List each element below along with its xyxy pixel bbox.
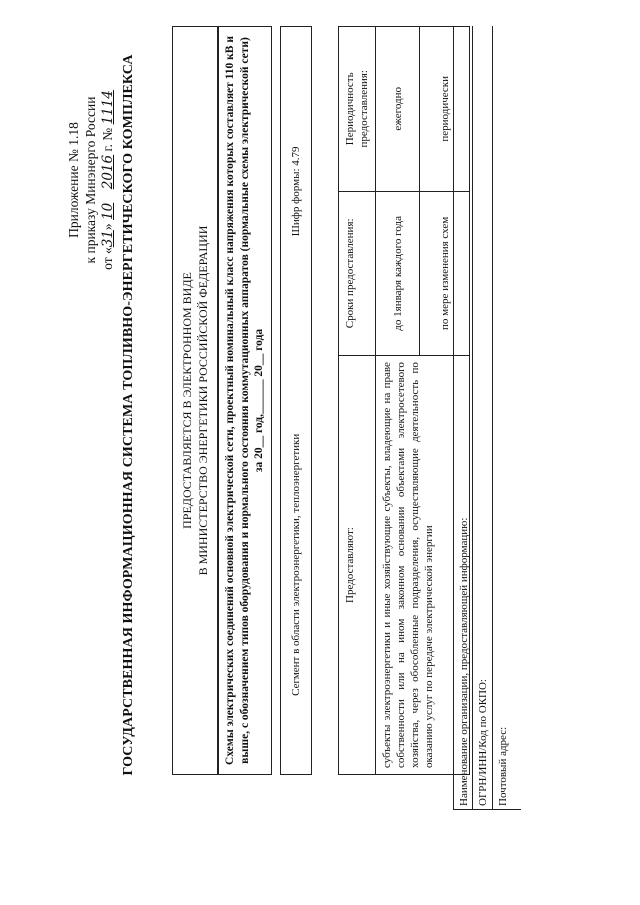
header-deadline: Сроки предоставления: <box>339 191 376 356</box>
form-description: Схемы электрических соединений основной электрической сети, проектный номинальный класс напряжения которых составляет 110 кВ и выше, с обозначением типов оборудования и нормального состояния коммутационных аппаратов (нормальные схемы электрической сети) за 20__ год,______ 20__ года <box>219 27 272 775</box>
providers-table <box>338 26 470 775</box>
appendix-number: Приложение № 1.18 <box>66 122 81 238</box>
org-name-field: Наименование организации, предоставляющей информацию: <box>453 26 473 810</box>
order-date: от «31» 10 2016 г. № 1114 <box>100 90 116 270</box>
frequency-1: ежегодно <box>376 27 420 192</box>
organization-fields <box>453 26 513 810</box>
appendix-header <box>65 30 117 330</box>
form-description-box <box>218 26 272 775</box>
submitted-line-1: ПРЕДОСТАВЛЯЕТСЯ В ЭЛЕКТРОННОМ ВИДЕ <box>180 272 194 529</box>
provider-description: субъекты электроэнергетики и иные хозяйствующие субъекты, владеющие на праве собственности или на ином законном основании объектами электросетевого хозяйства, через обособленные подразделения, осуществляющие деятельность по оказанию услуг по передаче электрической энергии <box>376 356 470 775</box>
header-provide: Предоставляют: <box>339 356 376 775</box>
header-frequency: Периодичность предоставления: <box>339 27 376 192</box>
order-reference: к приказу Минэнерго России <box>83 96 98 264</box>
deadline-1: до 1января каждого года <box>376 191 420 356</box>
segment-box <box>280 26 312 775</box>
frequency-2: периодически <box>420 27 470 192</box>
order-year: 2016 <box>100 154 116 190</box>
submitted-box <box>172 26 218 775</box>
order-day: 31 <box>100 230 116 248</box>
submitted-box-cell <box>173 27 218 775</box>
main-title: ГОСУДАРСТВЕННАЯ ИНФОРМАЦИОННАЯ СИСТЕМА ТОПЛИВНО-ЭНЕРГЕТИЧЕСКОГО КОМПЛЕКСА <box>121 54 136 776</box>
address-field: Почтовый адрес: <box>497 726 509 806</box>
form-code: Шифр формы: 4.79 <box>281 27 312 356</box>
ogrn-field: ОГРН/ИНН/Код по ОКПО: <box>473 26 493 810</box>
segment-label: Сегмент в области электроэнергетики, теплоэнергетики <box>281 356 312 775</box>
left-rule <box>453 809 521 810</box>
submitted-line-2: В МИНИСТЕРСТВО ЭНЕРГЕТИКИ РОССИЙСКОЙ ФЕДЕРАЦИИ <box>196 225 210 576</box>
order-number: 1114 <box>100 90 116 125</box>
deadline-2: по мере изменения схем <box>420 191 470 356</box>
order-month: 10 <box>100 202 116 220</box>
